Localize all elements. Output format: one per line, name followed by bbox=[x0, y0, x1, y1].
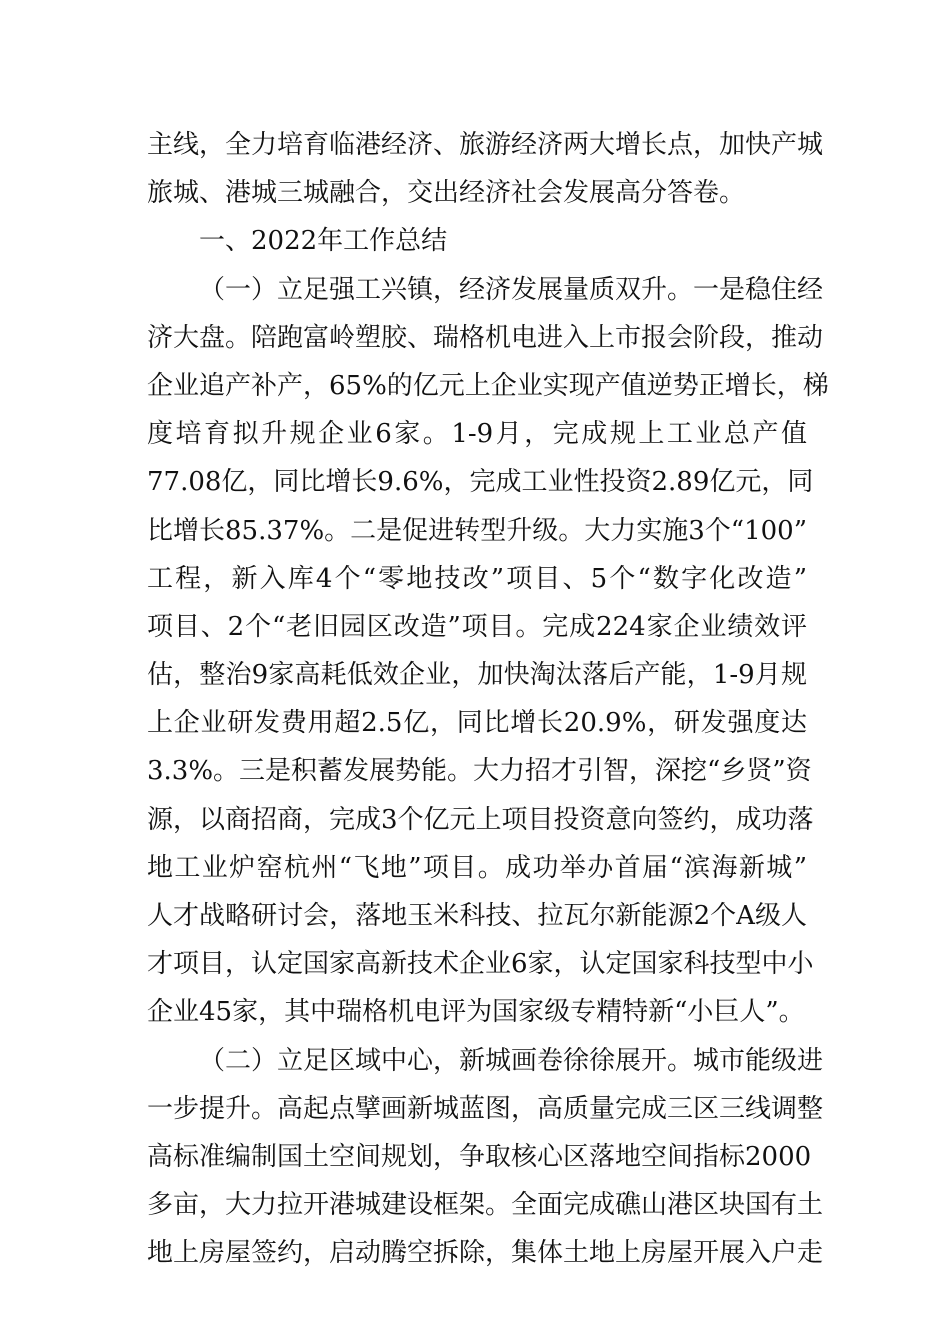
text-line: 度培育拟升规企业6家。1-9月，完成规上工业总产值 bbox=[147, 419, 807, 450]
text-line: 人才战略研讨会，落地玉米科技、拉瓦尔新能源2个A级人 bbox=[147, 901, 807, 931]
text-line: 地上房屋签约，启动腾空拆除，集体土地上房屋开展入户走 bbox=[147, 1238, 824, 1269]
text-line: 企业追产补产，65%的亿元上企业实现产值逆势正增长，梯 bbox=[147, 370, 829, 401]
text-line: （二）立足区域中心，新城画卷徐徐展开。城市能级进 bbox=[199, 1045, 824, 1076]
text-line: 估，整治9家高耗低效企业，加快淘汰落后产能，1-9月规 bbox=[147, 660, 807, 691]
text-line: 才项目，认定国家高新技术企业6家，认定国家科技型中小 bbox=[147, 949, 814, 980]
text-line: 企业45家，其中瑞格机电评为国家级专精特新“小巨人”。 bbox=[147, 997, 805, 1028]
text-line: 主线，全力培育临港经济、旅游经济两大增长点，加快产城 bbox=[147, 130, 824, 160]
text-line: 77.08亿，同比增长9.6%，完成工业性投资2.89亿元，同 bbox=[147, 467, 814, 498]
text-line: （一）立足强工兴镇，经济发展量质双升。一是稳住经 bbox=[199, 274, 824, 305]
text-line: 3.3%。三是积蓄发展势能。大力招才引智，深挖“乡贤”资 bbox=[147, 756, 812, 787]
body-text bbox=[147, 121, 829, 1278]
text-line: 旅城、港城三城融合，交出经济社会发展高分答卷。 bbox=[147, 178, 746, 209]
text-line: 高标准编制国土空间规划，争取核心区落地空间指标2000 bbox=[147, 1141, 812, 1172]
text-line: 济大盘。陪跑富岭塑胶、瑞格机电进入上市报会阶段，推动 bbox=[147, 322, 824, 353]
text-line: 源，以商招商，完成3个亿元上项目投资意向签约，成功落 bbox=[147, 804, 814, 835]
text-line: 项目、2个“老旧园区改造”项目。完成224家企业绩效评 bbox=[147, 611, 807, 642]
text-line: 多亩，大力拉开港城建设框架。全面完成礁山港区块国有土 bbox=[147, 1190, 824, 1221]
text-line: 上企业研发费用超2.5亿，同比增长20.9%，研发强度达 bbox=[147, 708, 807, 739]
text-line: 工程，新入库4个“零地技改”项目、5个“数字化改造” bbox=[147, 563, 807, 594]
text-line: 一步提升。高起点擘画新城蓝图，高质量完成三区三线调整 bbox=[147, 1093, 824, 1124]
section-heading: 一、2022年工作总结 bbox=[199, 226, 448, 257]
text-line: 地工业炉窑杭州“飞地”项目。成功举办首届“滨海新城” bbox=[147, 852, 807, 883]
text-line: 比增长85.37%。二是促进转型升级。大力实施3个“100” bbox=[147, 515, 807, 546]
